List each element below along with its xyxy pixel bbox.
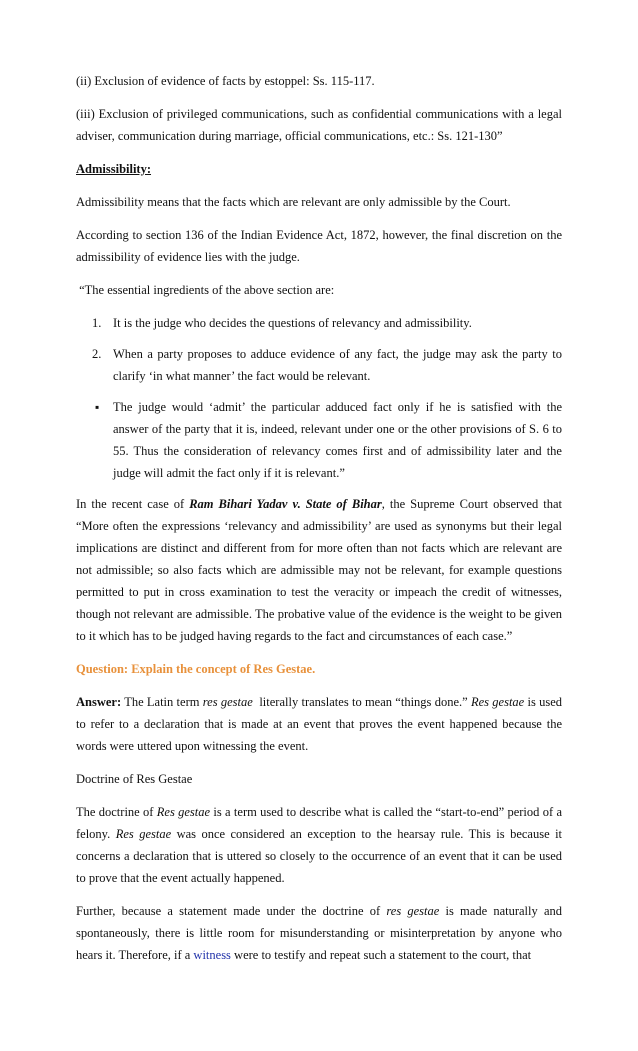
paragraph-case-law bbox=[76, 493, 562, 647]
heading-admissibility: Admissibility: bbox=[76, 162, 152, 176]
paragraph-further bbox=[76, 900, 566, 966]
paragraph-privileged-communications: (iii) Exclusion of privileged communications, such as confidential communications with a legal adviser, communication during marriage, official communications, etc.: Ss. 121-130” bbox=[76, 107, 562, 143]
question-heading: Question: Explain the concept of Res Gestae. bbox=[76, 662, 316, 676]
doctrine-term-1: Res gestae bbox=[156, 805, 211, 819]
list-item bbox=[76, 396, 562, 484]
doctrine-text-1: The doctrine of bbox=[76, 805, 157, 819]
list-item-text: The judge would ‘admit’ the particular adduced fact only if he is satisfied with the answer of the party that it is, indeed, relevant under one or the other provisions of S. 6 to 55. Thus the consideration of relevancy comes first and of admissibility later and the judge will admit the fact only if it is relevant.” bbox=[113, 400, 562, 480]
witness-link[interactable]: witness bbox=[193, 948, 231, 962]
doctrine-text-2: is a term used to describe what is called the “start-to-end” period of a felony. bbox=[76, 805, 566, 841]
list-item-text: It is the judge who decides the questions of relevancy and admissibility. bbox=[113, 316, 472, 330]
paragraph-section-136: According to section 136 of the Indian Evidence Act, 1872, however, the final discretion on the admissibility of evidence lies with the judge. bbox=[76, 228, 562, 264]
list-item bbox=[76, 312, 562, 334]
case-name: Ram Bihari Yadav v. State of Bihar bbox=[189, 497, 382, 511]
paragraph-answer bbox=[76, 691, 566, 757]
list-number: 2. bbox=[92, 347, 102, 361]
case-text-post: , the Supreme Court observed that “More often the expressions ‘relevancy and admissibility’ are used as synonyms but their legal implications are distinct and different from for more often than not facts which are relevant are not admissible; so also facts which are admissible may not be relevant, for example questions permitted to put in cross examination to test the veracity or impeach the credit of witnesses, though not relevant are admissible. The probative value of the evidence is the weight to be given to it which has to be judged having regards to the fact and circumstances of each case.” bbox=[76, 497, 562, 643]
answer-term-1: res gestae bbox=[202, 695, 253, 709]
answer-text-3: is used to refer to a declaration that is made at an event that proves the event happened because the words were uttered upon witnessing the event. bbox=[76, 695, 566, 753]
answer-label: Answer: bbox=[76, 695, 122, 709]
further-text-3: were to testify and repeat such a statement to the court, that bbox=[230, 948, 532, 962]
further-term: res gestae bbox=[386, 904, 440, 918]
further-text-2: is made naturally and spontaneously, there is little room for misunderstanding or misinterpretation by anyone who hears it. Therefore, if a bbox=[76, 904, 566, 962]
doctrine-text-3: was once considered an exception to the hearsay rule. This is because it concerns a declaration that is uttered so closely to the occurrence of an event that it can be used to prove that the event actually happened. bbox=[76, 827, 566, 885]
answer-text-1: The Latin term bbox=[121, 695, 203, 709]
bullet-icon: ▪ bbox=[95, 400, 100, 414]
paragraph-admissibility-definition: Admissibility means that the facts which are relevant are only admissible by the Court. bbox=[76, 195, 511, 209]
list-number: 1. bbox=[92, 316, 102, 330]
further-text-1: Further, because a statement made under the doctrine of bbox=[76, 904, 387, 918]
paragraph-essential-ingredients: “The essential ingredients of the above section are: bbox=[76, 283, 335, 297]
doctrine-term-2: Res gestae bbox=[115, 827, 172, 841]
list-item bbox=[76, 343, 562, 387]
answer-text-2: literally translates to mean “things done.” bbox=[252, 695, 471, 709]
heading-doctrine: Doctrine of Res Gestae bbox=[76, 772, 193, 786]
answer-term-2: Res gestae bbox=[470, 695, 525, 709]
paragraph-estoppel: (ii) Exclusion of evidence of facts by estoppel: Ss. 115-117. bbox=[76, 74, 375, 88]
paragraph-doctrine bbox=[76, 801, 566, 889]
ingredients-list bbox=[76, 312, 562, 484]
list-item-text: When a party proposes to adduce evidence of any fact, the judge may ask the party to clarify ‘in what manner’ the fact would be relevant. bbox=[113, 347, 562, 383]
case-text-pre: In the recent case of bbox=[76, 497, 190, 511]
